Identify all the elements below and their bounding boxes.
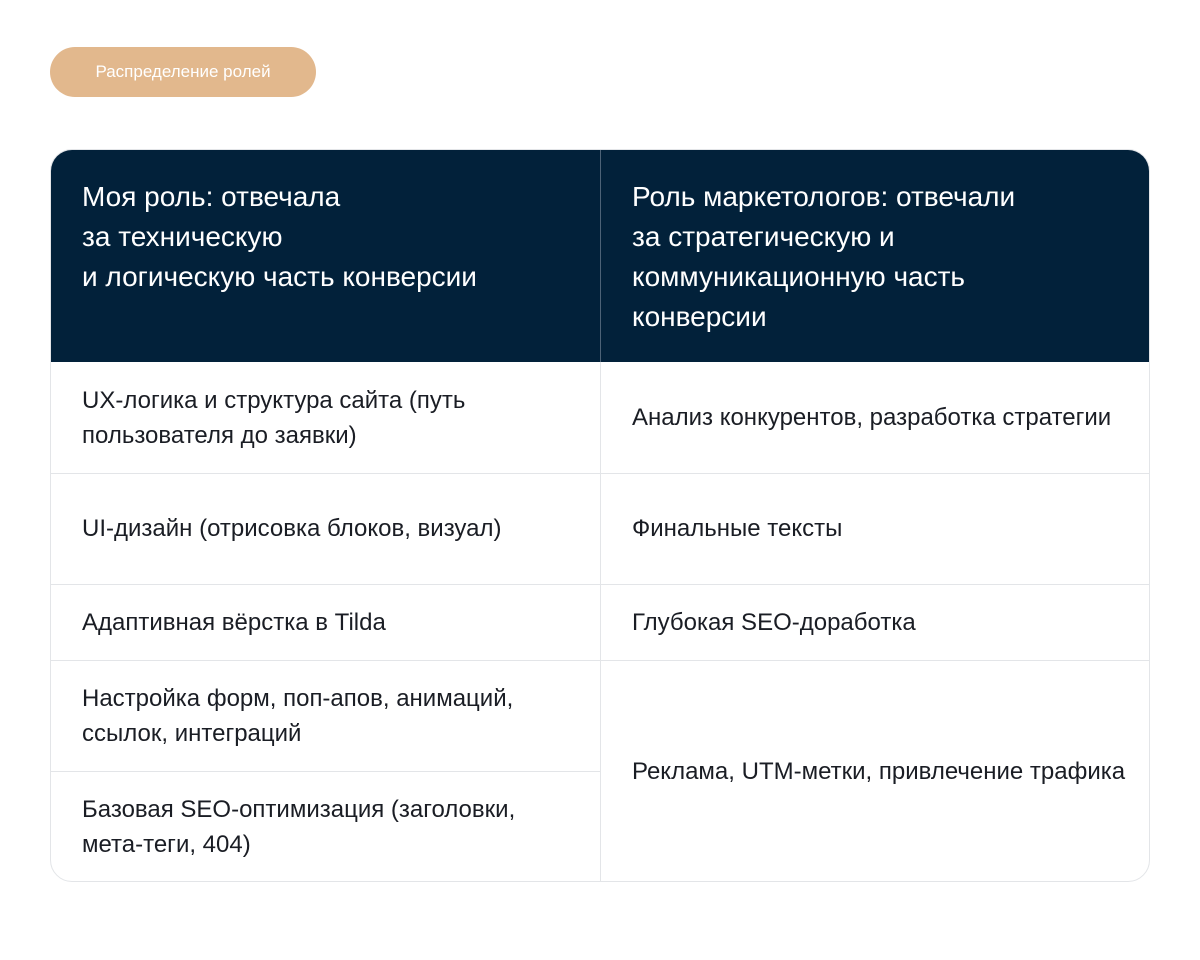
section-tag-label: Распределение ролей [95, 62, 271, 81]
table-cell-marketers-role [601, 473, 1150, 584]
table-cell-my-role [51, 473, 600, 584]
table-cell-marketers-role [601, 584, 1150, 660]
cell-text: Реклама, UTM-метки, привлечение трафика [632, 758, 1126, 785]
table-header [51, 150, 1150, 362]
table-cell-my-role [51, 660, 600, 771]
cell-text: Анализ конкурентов, разработка стратегии [632, 404, 1112, 431]
header-divider [600, 150, 601, 362]
cell-text: UI-дизайн (отрисовка блоков, визуал) [82, 515, 502, 542]
table-cell-marketers-role [601, 362, 1150, 473]
table-cell-my-role [51, 771, 600, 882]
section-tag [50, 47, 316, 97]
header-my-role: Моя роль: отвечала за техническую и логическую часть конверсии [82, 181, 477, 292]
cell-text: Глубокая SEO-доработка [632, 608, 916, 636]
table-cell-marketers-role [601, 660, 1150, 882]
cell-text: UX-логика и структура сайта (путь пользователя до заявки) [82, 386, 466, 449]
cell-text: Настройка форм, поп-апов, анимаций, ссылок, интеграций [82, 684, 514, 747]
cell-text: Адаптивная вёрстка в Tilda [82, 608, 386, 636]
header-marketers-role: Роль маркетологов: отвечали за стратегическую и коммуникационную часть конверсии [632, 181, 1016, 332]
cell-text: Базовая SEO-оптимизация (заголовки, мета-теги, 404) [82, 796, 516, 858]
table-cell-my-role [51, 362, 600, 473]
roles-table [50, 149, 1150, 882]
cell-text: Финальные тексты [632, 515, 843, 542]
table-cell-my-role [51, 584, 600, 660]
